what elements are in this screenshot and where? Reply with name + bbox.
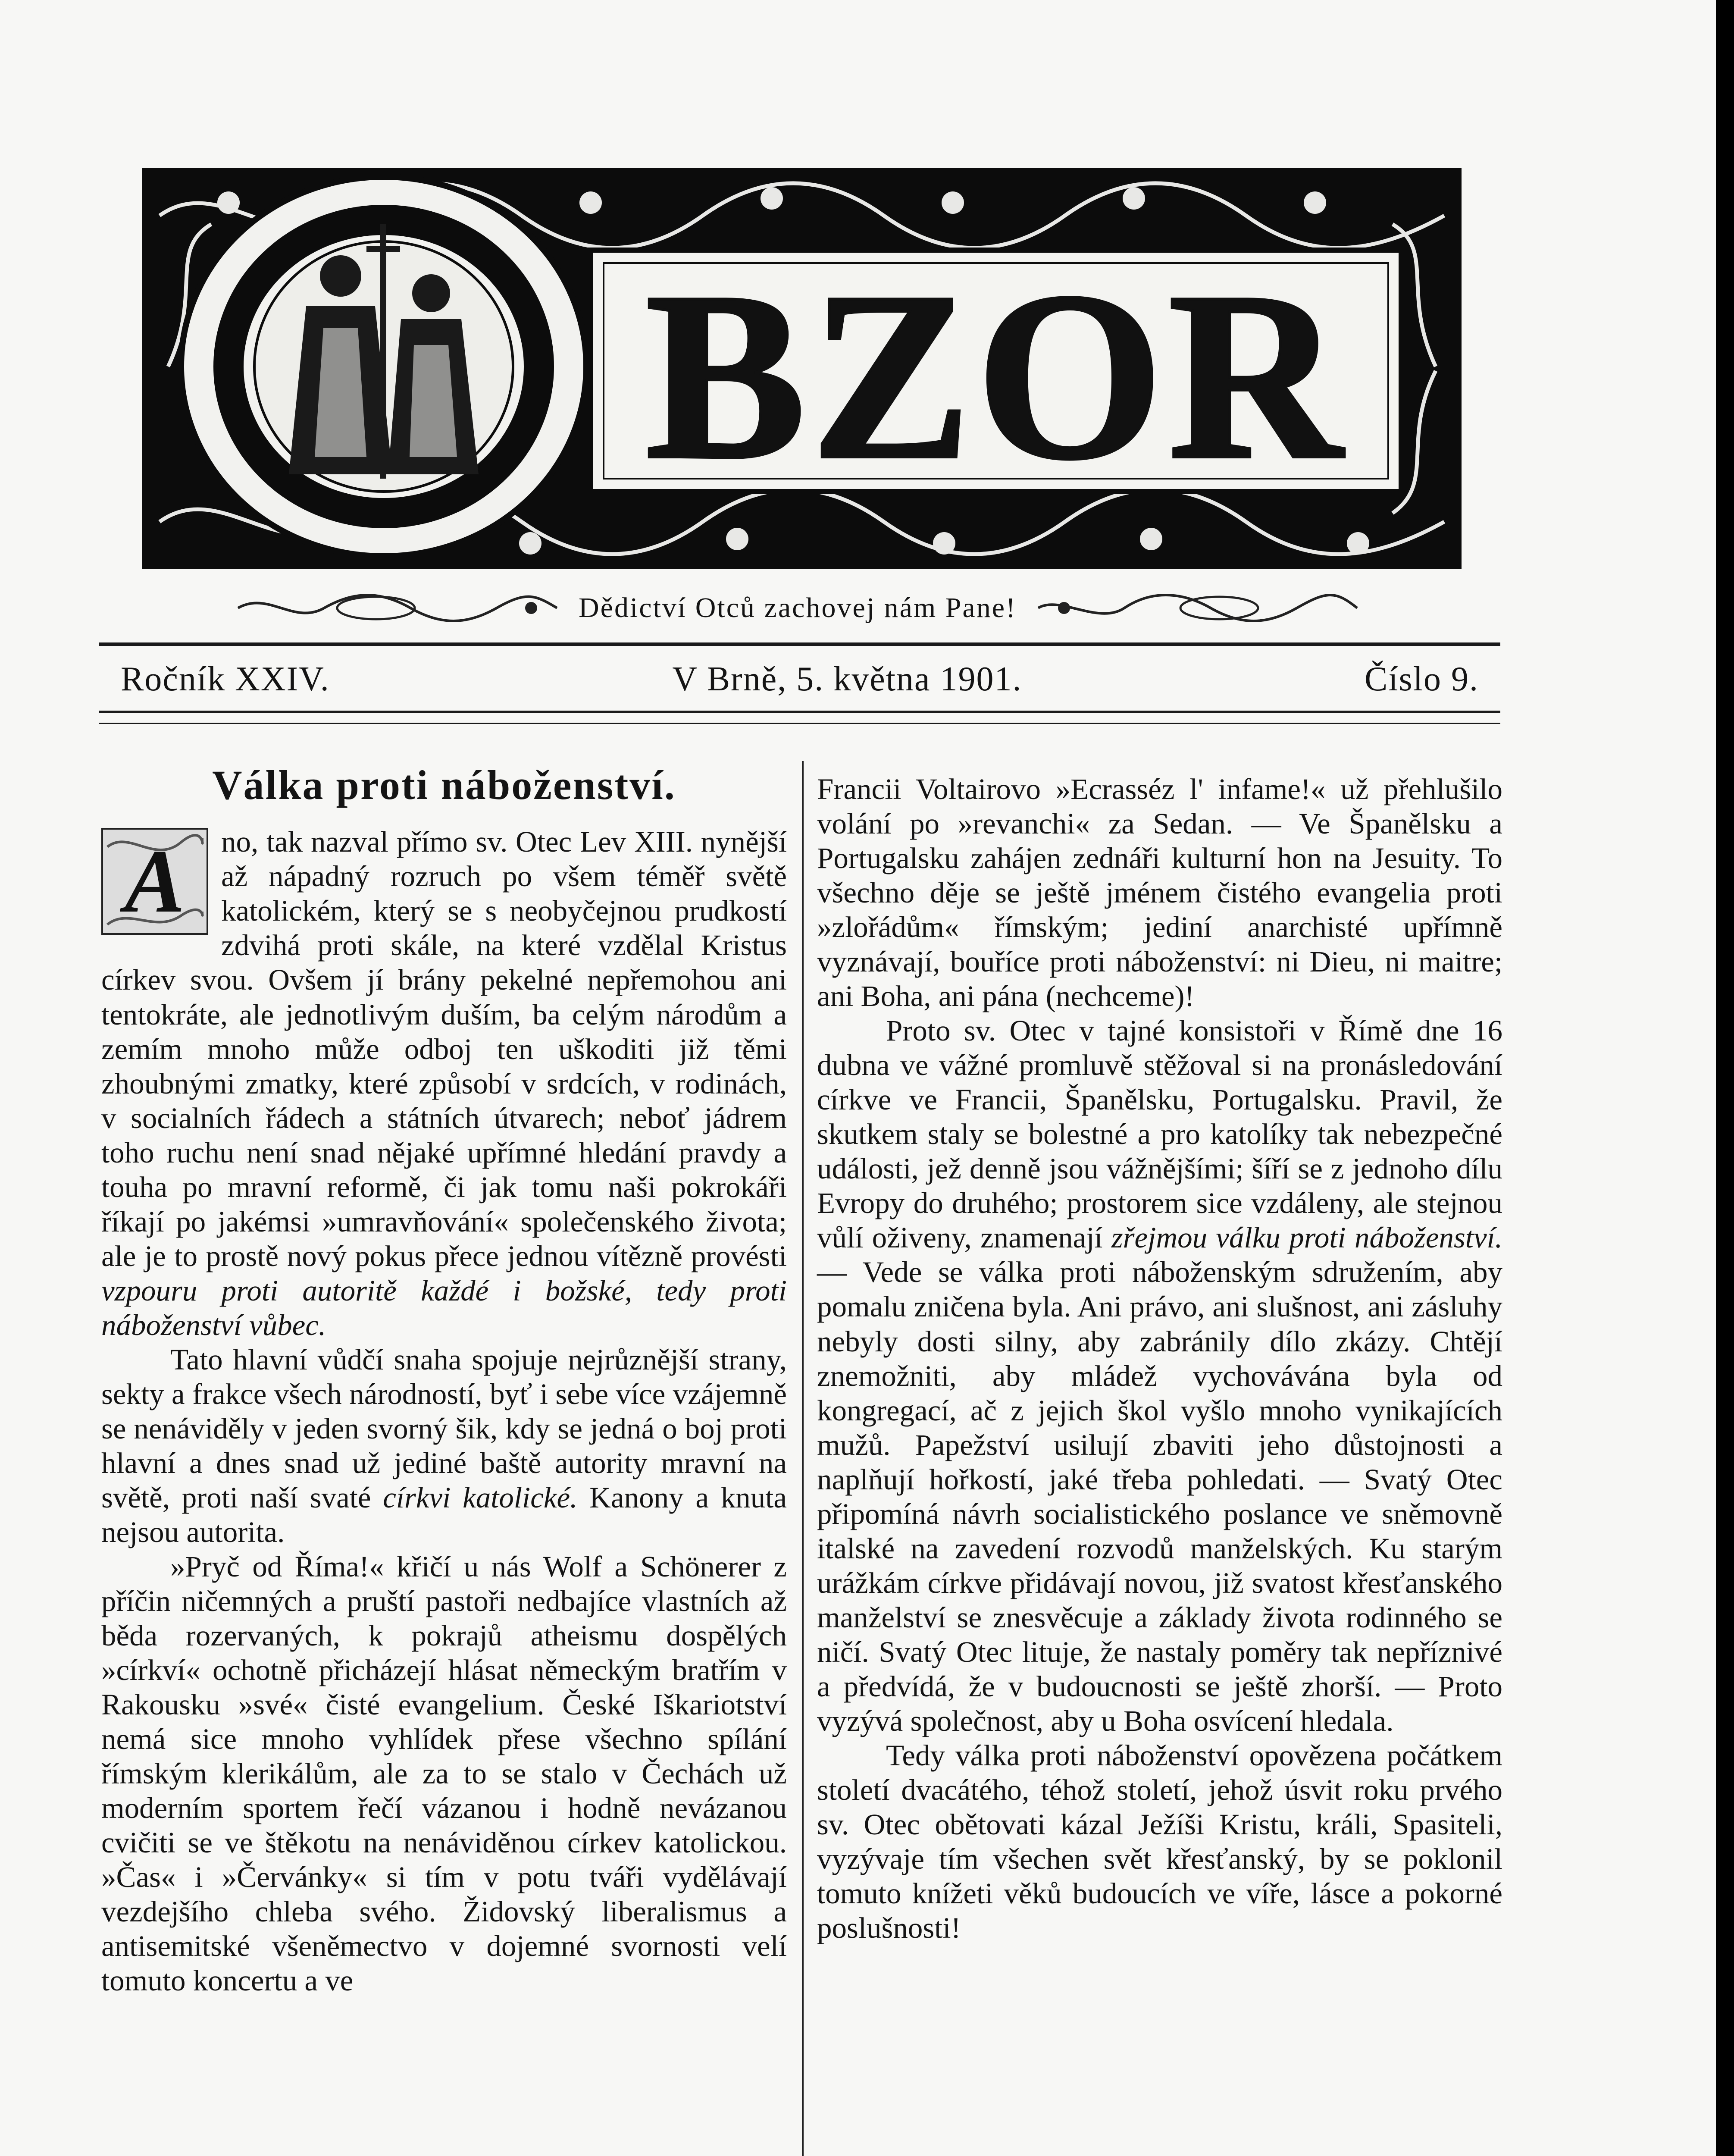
paragraph-3: »Pryč od Říma!« křičí u nás Wolf a Schönerer z příčin ničemných a pruští pastoři nedbajíce vlastních až běda rozervaných, k pokrajů atheismu dospělých »církví« ochotně přicházejí hlásat německým bratřím v Rakousku »své« čisté evangelium. České Iškariotství nemá sice mnoho vyhlídek přese všechno spílání římským klerikálům, ale za to se stalo v Čechách už moderním sportem řečí vázanou i hodně nevázanou cvičiti se ve štěkotu na nenáviděnou církev katolickou. »Čas« i »Červánky« si tím v potu tváři vydělávají vezdejšího chleba svého. Židovský liberalismus a antisemitské všeněmectvo v dojemné svornosti velí tomuto koncertu a ve: [101, 1550, 787, 1997]
issue-number: Číslo 9.: [1365, 660, 1479, 698]
paragraph-4-end: — Vede se válka proti náboženským sdružením, aby pomalu zničena byla. Ani právo, ani slušnost, ani zásluhy nebyly dosti silny, aby zabránily dílo zkázy. Chtějí znemožniti, aby mládež vychovávána byla od kongregací, ač z jejich škol vyšlo mnoho vynikajících mužů. Papežství usilují zbaviti jeho důstojnosti a naplňují hořkostí, jaké třeba pohledati. — Svatý Otec připomíná návrh socialistického poslance ve sněmovně italské na zavedení rozvodů manželských. Ku starým urážkám církve přidávají novou, již svatost křesťanského manželství se znesvěcuje a základy života rodinného se ničí. Svatý Otec lituje, že nastaly poměry tak nepříznivé a předvídá, že v budoucnosti se ještě zhorší. — Proto vyzývá společnost, aby u Boha osvícení hledala.: [817, 1256, 1502, 1737]
paragraph-1-emphasis: vzpouru proti autoritě každé i božské, tedy proti náboženství vůbec.: [101, 1274, 787, 1341]
paragraph-2-emphasis: církvi katolické.: [383, 1481, 578, 1514]
volume: Ročník XXIV.: [121, 660, 330, 698]
column-right: [817, 772, 1502, 1945]
header-rule-bottom: [99, 723, 1500, 724]
column-left: [101, 761, 787, 1998]
place-date: V Brně, 5. května 1901.: [672, 660, 1022, 698]
header-rule-top: [99, 642, 1500, 646]
paragraph-1-text: no, tak nazval přímo sv. Otec Lev XIII. nynější až nápadný rozruch po všem téměř světě katolickém, který se s neobyčejnou prudkostí zdvihá proti skále, na které vzdělal Kristus církev svou. Ovšem jí brány pekelné nepřemohou ani tentokráte, ale jednotlivým duším, ba celým národům a zemím mnoho může odboj ten uškoditi již těmi zhoubnými zmatky, které způsobí v srdcích, v rodinách, v socialních řádech a státních útvarech; neboť jádrem toho ruchu není snad nějaké upřímné hledání pravdy a touha po mravní reformě, či jak tomu naši pokrokáři říkají po jakémsi »umravňování« společenského života; ale je to prostě nový pokus přece jednou vítězně provésti: [101, 825, 787, 1272]
paragraph-5: Tedy válka proti náboženství opovězena počátkem století dvacátého, téhož století, jehož úsvit roku prvého sv. Otec obětovati kázal Ježíši Kristu, králi, Spasiteli, vyzývaje tím všechen svět křesťanský, by se poklonil tomuto knížeti věků budoucích ve víře, lásce a pokorné poslušnosti!: [817, 1739, 1502, 1945]
paragraph-1: [101, 824, 787, 1342]
paragraph-4-emphasis: zřejmou válku proti náboženství.: [1111, 1221, 1503, 1254]
motto-row: [99, 589, 1496, 627]
issue-info: [121, 655, 1479, 703]
article-title: Válka proti náboženství.: [212, 762, 676, 808]
paragraph-4: [817, 1013, 1502, 1738]
paragraph-2: [101, 1342, 787, 1549]
motto: Dědictví Otců zachovej nám Pane!: [579, 592, 1017, 624]
paragraph-3-continued: Francii Voltairovo »Ecrasséz l' infame!« už přehlušilo volání po »revanchi« za Sedan. — Ve Španělsku a Portugalsku zahájen zednáři kulturní hon na Jesuity. To všechno děje se ještě jménem čistého evangelia proti »zlořádům« římským; jediní anarchisté upřímně vyznávají, bouříce proti náboženství: ni Dieu, ni maitre; ani Boha, ani pána (nechceme)!: [817, 773, 1502, 1013]
paragraph-4-text: Proto sv. Otec v tajné konsistoři v Římě dne 16 dubna ve vážné promluvě stěžoval si na pronásledování církve ve Francii, Španělsku, Portugalsku. Pravil, že skutkem staly se bolestné a pro katolíky tak nebezpečné události, jež denně jsou vážnějšími; šíří se z jednoho dílu Evropy do druhého; prostorem sice vzdáleny, ale stejnou vůlí oživeny, znamenají: [817, 1014, 1502, 1254]
column-separator: [802, 761, 804, 2156]
masthead-title: BZOR: [645, 242, 1347, 510]
masthead-banner: [142, 164, 1462, 573]
dropcap: A: [101, 828, 208, 935]
paragraph-2-end: Kanony a knuta nejsou autorita.: [101, 1481, 787, 1548]
paragraph-2-text: Tato hlavní vůdčí snaha spojuje nejrůznější strany, sekty a frakce všech národností, byť i sebe více vzájemně se nenáviděly v jeden svorný šik, kdy se jedná o boj proti hlavní a dnes snad už jediné baště autority mravní na světě, proti naší svaté: [101, 1343, 787, 1514]
header-rule-mid: [99, 711, 1500, 713]
left-flourish-icon: [234, 591, 561, 625]
right-flourish-icon: [1034, 591, 1362, 625]
